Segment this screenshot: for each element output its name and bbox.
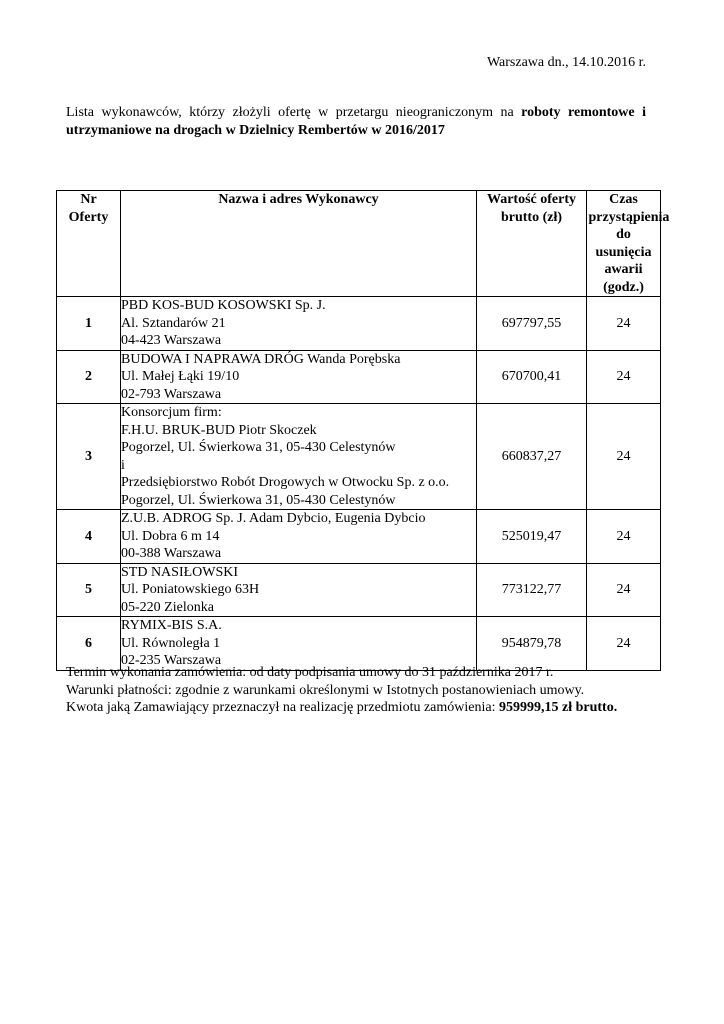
response-time: 24 <box>587 297 661 351</box>
contractor-line: Ul. Równoległa 1 <box>121 635 221 651</box>
contractor-line: Z.U.B. ADROG Sp. J. Adam Dybcio, Eugenia Dybcio <box>121 511 426 526</box>
offer-value: 773122,77 <box>477 563 587 617</box>
contractor-line: 02-235 Warszawa <box>121 653 222 668</box>
contractor-line: Konsorcjum firm: <box>121 405 222 420</box>
header-response-time: Czas przystąpienia do usunięcia awarii (godz.) <box>588 192 670 295</box>
contractor-line: F.H.U. BRUK-BUD Piotr Skoczek <box>121 422 317 438</box>
contractor-line: 00-388 Warszawa <box>121 546 222 561</box>
offers-table <box>56 190 670 671</box>
table-row <box>57 404 661 510</box>
contractor-line: i <box>121 457 125 473</box>
response-time: 24 <box>587 350 661 404</box>
table-row <box>57 297 661 351</box>
contractor-line: RYMIX-BIS S.A. <box>121 618 222 633</box>
budget-label: Kwota jaką Zamawiający przeznaczył na realizację przedmiotu zamówienia: <box>66 700 499 715</box>
contractor-line: 04-423 Warszawa <box>121 333 222 348</box>
offer-number: 2 <box>57 350 121 404</box>
offer-number: 5 <box>57 563 121 617</box>
contractor-line: Ul. Małej Łąki 19/10 <box>121 369 240 384</box>
offer-number: 3 <box>57 404 121 510</box>
offer-number: 6 <box>57 617 121 671</box>
header-offer-value: Wartość oferty brutto (zł) <box>477 191 587 297</box>
contractor-details <box>121 617 477 671</box>
contractor-line: Ul. Poniatowskiego 63H <box>121 582 260 597</box>
offer-value: 660837,27 <box>477 404 587 510</box>
contractor-line: 02-793 Warszawa <box>121 386 222 402</box>
offer-number: 1 <box>57 297 121 351</box>
contractor-details <box>121 510 477 564</box>
contractor-line: Ul. Dobra 6 m 14 <box>121 528 220 544</box>
contractor-details <box>121 297 477 351</box>
table-row <box>57 510 661 564</box>
intro-text: Lista wykonawców, którzy złożyli ofertę w przetargu nieograniczonym na <box>66 105 522 120</box>
table-row <box>57 350 661 404</box>
header-offer-number: Nr Oferty <box>57 191 121 297</box>
contractor-line: 05-220 Zielonka <box>121 599 214 615</box>
intro-paragraph <box>66 104 646 140</box>
contractor-line: STD NASIŁOWSKI <box>121 564 239 580</box>
footer-terms <box>66 664 666 717</box>
intro-bold-text: roboty remontowe i utrzymaniowe na drogach w Dzielnicy Rembertów w 2016/2017 <box>66 105 646 138</box>
response-time: 24 <box>587 617 661 671</box>
offer-value: 670700,41 <box>477 350 587 404</box>
offer-value: 954879,78 <box>477 617 587 671</box>
response-time: 24 <box>587 510 661 564</box>
response-time: 24 <box>587 404 661 510</box>
offer-number: 4 <box>57 510 121 564</box>
completion-term: Termin wykonania zamówienia: od daty podpisania umowy do 31 października 2017 r. <box>66 665 554 680</box>
table-row <box>57 617 661 671</box>
contractor-line: Pogorzel, Ul. Świerkowa 31, 05-430 Celestynów <box>121 492 396 508</box>
budget-amount <box>66 699 666 717</box>
offer-value: 525019,47 <box>477 510 587 564</box>
payment-terms: Warunki płatności: zgodnie z warunkami określonymi w Istotnych postanowieniach umowy. <box>66 682 585 698</box>
contractor-details <box>121 350 477 404</box>
contractor-line: PBD KOS-BUD KOSOWSKI Sp. J. <box>121 298 326 313</box>
header-contractor-name: Nazwa i adres Wykonawcy <box>121 191 477 297</box>
budget-value: 959999,15 zł brutto. <box>499 700 618 715</box>
response-time: 24 <box>587 563 661 617</box>
contractor-line: Przedsiębiorstwo Robót Drogowych w Otwocku Sp. z o.o. <box>121 475 450 490</box>
offer-value: 697797,55 <box>477 297 587 351</box>
document-date: Warszawa dn., 14.10.2016 r. <box>486 55 646 70</box>
contractor-details <box>121 563 477 617</box>
contractor-line: BUDOWA I NAPRAWA DRÓG Wanda Porębska <box>121 351 401 367</box>
table-header-row <box>57 191 661 297</box>
contractor-line: Al. Sztandarów 21 <box>121 315 226 331</box>
table-row <box>57 563 661 617</box>
contractor-line: Pogorzel, Ul. Świerkowa 31, 05-430 Celestynów <box>121 440 396 455</box>
contractor-details <box>121 404 477 510</box>
